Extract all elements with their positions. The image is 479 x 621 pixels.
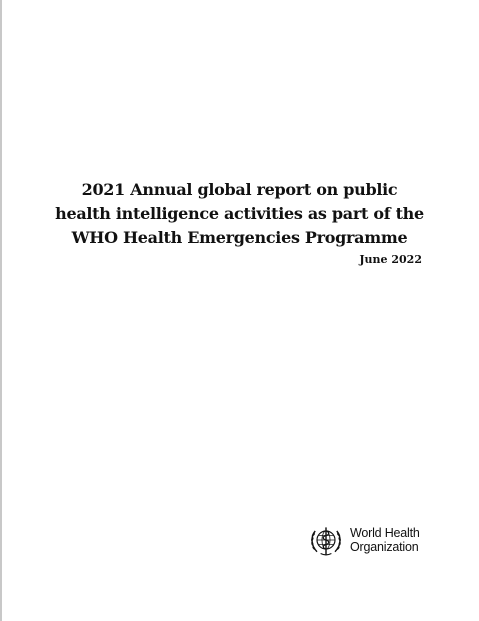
report-title [40, 178, 439, 250]
organization-name-line-1: World Health [350, 526, 420, 540]
who-logo [308, 522, 420, 558]
who-emblem-icon [308, 522, 344, 558]
organization-name-line-2: Organization [350, 540, 419, 554]
organization-name [350, 526, 420, 554]
title-line-1: 2021 Annual global report on public [81, 180, 398, 199]
title-line-2: health intelligence activities as part of the [55, 204, 424, 223]
title-line-3: WHO Health Emergencies Programme [71, 228, 408, 247]
publication-date: June 2022 [359, 253, 422, 266]
page-edge [0, 0, 2, 621]
